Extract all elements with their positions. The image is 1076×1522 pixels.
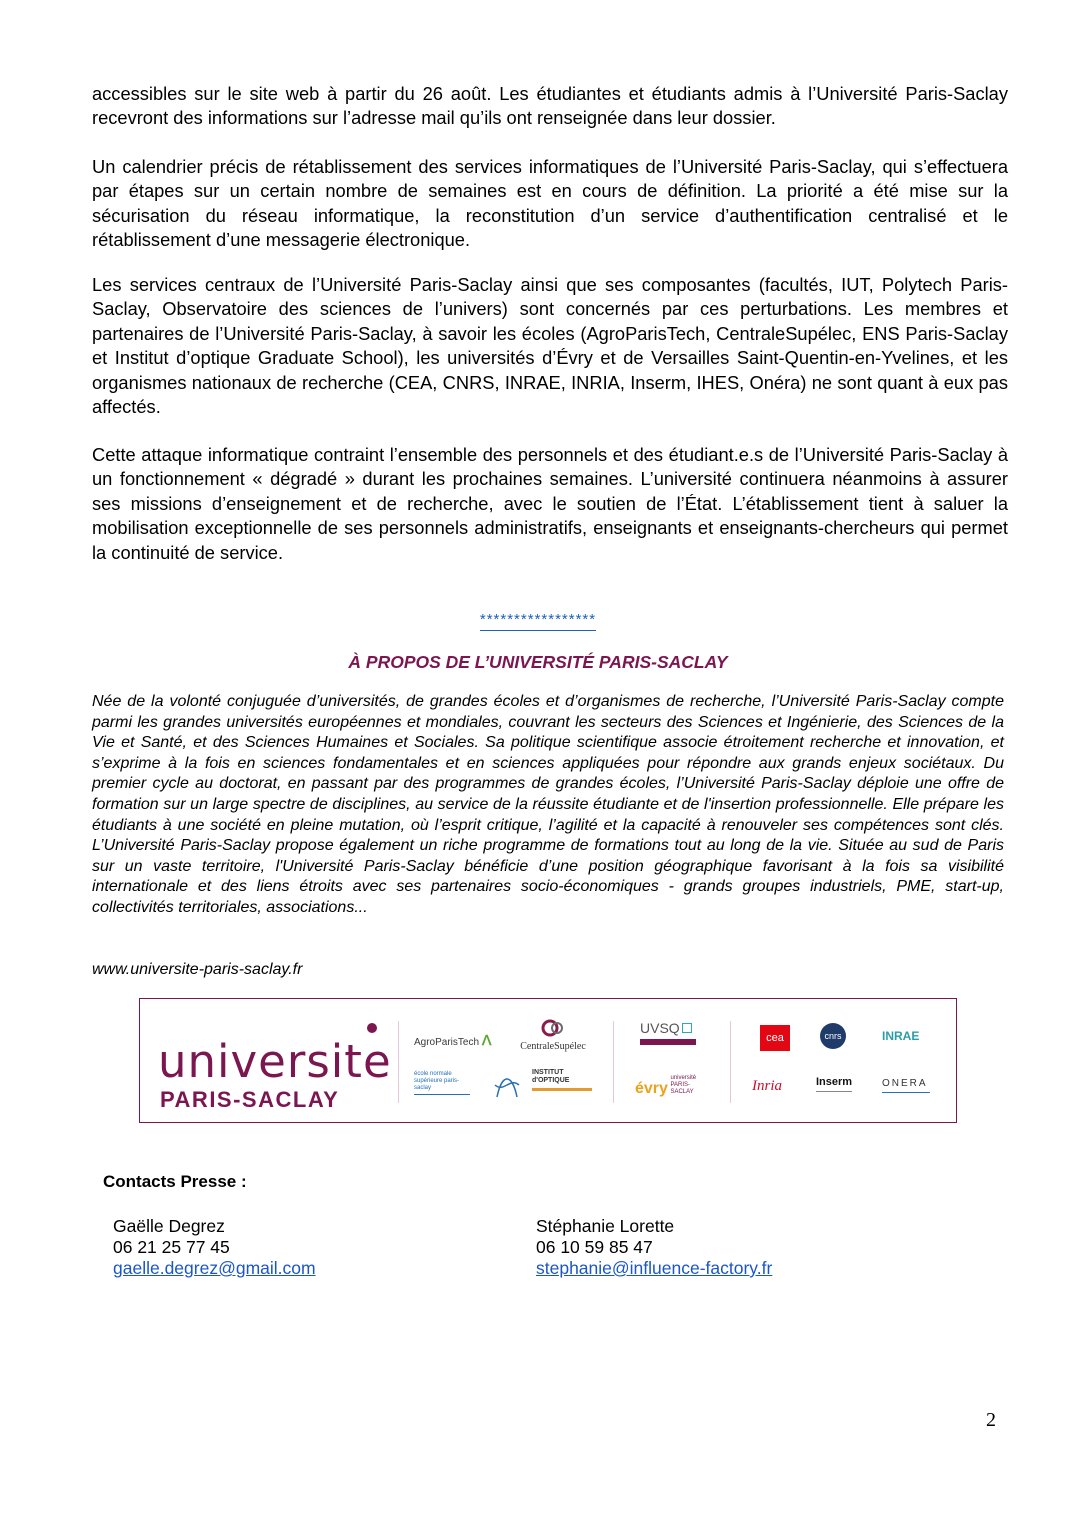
centralesupelec-logo	[508, 1017, 598, 1052]
centralesupelec-mark-icon	[540, 1017, 566, 1039]
contact-phone: 06 21 25 77 45	[113, 1237, 230, 1257]
evry-label: évry	[635, 1080, 668, 1097]
evry-ups-label: université PARIS-SACLAY	[670, 1075, 697, 1095]
ens-label: école normale supérieure paris-saclay	[414, 1071, 460, 1091]
institut-optique-label: INSTITUT d'OPTIQUE	[532, 1069, 570, 1084]
universite-paris-saclay-logo	[158, 1017, 392, 1112]
paragraph-1: accessibles sur le site web à partir du 26 août. Les étudiantes et étudiants admis à l’Université Paris-Saclay recevront des informations sur l’adresse mail qu’ils ont renseignée dans leur dossier.	[92, 83, 1008, 129]
agroparistech-logo	[414, 1032, 492, 1048]
website-url: www.universite-paris-saclay.fr	[92, 961, 303, 978]
onera-label: ONERA	[882, 1078, 928, 1089]
evry-logo	[635, 1075, 715, 1096]
inserm-label: Inserm	[816, 1076, 853, 1088]
paragraph-2: Un calendrier précis de rétablissement des services informatiques de l’Université Paris-Saclay, qui s’effectuera par étapes sur un certain nombre de semaines est en cours de définition. La priorité a été mise sur la sécurisation du réseau informatique, la reconstitution d’un service d’authentification centralisé et le rétablissement d’une messagerie électronique.	[92, 156, 1008, 251]
about-title: À PROPOS DE L’UNIVERSITÉ PARIS-SACLAY	[348, 652, 728, 672]
agroparistech-label: AgroParisTech	[414, 1037, 480, 1048]
inrae-label: INRAE	[882, 1029, 920, 1043]
logo-divider	[398, 1021, 399, 1103]
centralesupelec-label: CentraleSupélec	[520, 1041, 586, 1052]
logo-dot	[367, 1023, 377, 1033]
contact-2	[536, 1216, 772, 1279]
contact-name: Stéphanie Lorette	[536, 1216, 675, 1236]
contact-email-link[interactable]: gaelle.degrez@gmail.com	[113, 1258, 316, 1278]
logo-divider	[730, 1021, 731, 1103]
uvsq-square-icon	[682, 1023, 692, 1033]
uvsq-logo	[640, 1020, 700, 1045]
onera-logo	[882, 1079, 930, 1093]
inria-logo	[752, 1078, 782, 1094]
ens-paris-saclay-logo	[414, 1071, 470, 1095]
inrae-logo	[882, 1031, 919, 1041]
uvsq-bar	[640, 1039, 696, 1045]
cea-label: cea	[766, 1032, 784, 1044]
agroparistech-mark-icon: ᐱ	[481, 1032, 492, 1048]
ihes-logo	[492, 1069, 522, 1105]
paragraph-3: Les services centraux de l’Université Paris-Saclay ainsi que ses composantes (facultés, IUT, Polytech Paris-Saclay, Observatoire des sciences de l’univers) sont concernés par ces perturbations. Les membres et partenaires de l’Université Paris-Saclay, à savoir les écoles (AgroParisTech, CentraleSupélec, ENS Paris-Saclay et Institut d’optique Graduate School), les universités d’Évry et de Versailles Saint-Quentin-en-Yvelines, et les organismes nationaux de recherche (CEA, CNRS, INRAE, INRIA, Inserm, IHES, Onéra) ne sont quant à eux pas affectés.	[92, 274, 1008, 418]
cea-logo	[760, 1025, 790, 1051]
uvsq-label: UVSQ	[640, 1020, 680, 1036]
cnrs-label: cnrs	[824, 1031, 842, 1041]
contact-phone: 06 10 59 85 47	[536, 1237, 653, 1257]
section-separator	[0, 611, 1076, 631]
contacts-title: Contacts Presse :	[103, 1172, 247, 1191]
ihes-mark-icon	[492, 1069, 522, 1103]
separator-stars: *****************	[480, 611, 596, 631]
contact-email-link[interactable]: stephanie@influence-factory.fr	[536, 1258, 773, 1278]
partner-logos-banner	[139, 998, 957, 1123]
contact-name: Gaëlle Degrez	[113, 1216, 225, 1236]
paragraph-4: Cette attaque informatique contraint l’ensemble des personnels et des étudiant.e.s de l’Université Paris-Saclay à un fonctionnement « dégradé » durant les prochaines semaines. L’université continuera néanmoins à assurer ses missions d’enseignement et de recherche, avec le soutien de l’État. L’établissement tient à saluer la mobilisation exceptionnelle de ses personnels administratifs, enseignants et enseignants-chercheurs qui permet la continuité de service.	[92, 444, 1008, 563]
logo-divider	[613, 1021, 614, 1103]
inserm-logo	[816, 1077, 852, 1092]
page-number: 2	[986, 1409, 996, 1431]
logo-subtitle: PARIS-SACLAY	[160, 1087, 340, 1112]
contact-1	[113, 1216, 316, 1279]
institut-optique-logo	[532, 1069, 602, 1091]
inria-label: Inria	[752, 1078, 782, 1094]
logo-word: universite	[158, 1035, 392, 1088]
about-text: Née de la volonté conjuguée d’universités, de grandes écoles et d’organismes de recherche, l’Université Paris-Saclay compte parmi les grandes universités européennes et mondiales, couvrant les secteurs des Sciences et Ingénierie, des Sciences de la Vie et Santé, et des Sciences Humaines et Sociales. Sa politique scientifique associe étroitement recherche et innovation, et s’exprime à la fois en sciences fondamentales et en sciences appliquées pour répondre aux grands enjeux sociétaux. Du premier cycle au doctorat, en passant par des programmes de grandes écoles, l’Université Paris-Saclay déploie une offre de formation sur un large spectre de disciplines, au service de la réussite étudiante et de l'insertion professionnelle. Elle prépare les étudiants à une société en pleine mutation, où l’esprit critique, l’agilité et la capacité à renouveler ses compétences sont clés. L’Université Paris-Saclay propose également un riche programme de formations tout au long de la vie. Située au sud de Paris sur un vaste territoire, l'Université Paris-Saclay bénéficie d’une position géographique favorisant à la fois sa visibilité internationale et des liens étroits avec ses partenaires socio-économiques - grands groupes industriels, PME, start-up, collectivités territoriales, associations...	[92, 693, 1004, 916]
cnrs-logo	[820, 1023, 846, 1049]
